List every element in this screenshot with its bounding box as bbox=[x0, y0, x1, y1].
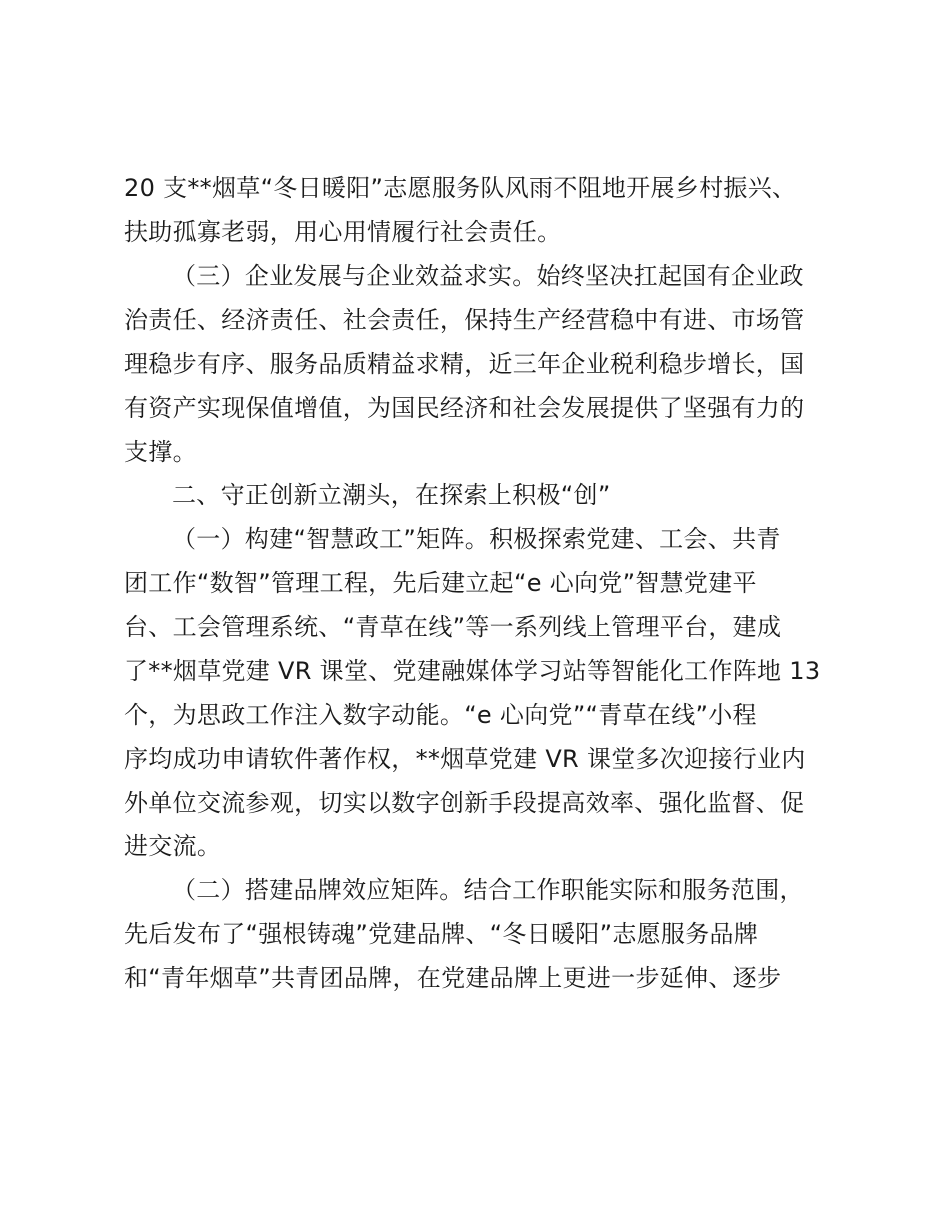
text-line: 团工作“数智”管理工程，先后建立起“e 心向党”智慧党建平 bbox=[124, 569, 757, 597]
text-line: 和“青年烟草”共青团品牌，在党建品牌上更进一步延伸、逐步 bbox=[124, 964, 782, 992]
text-line: 个，为思政工作注入数字动能。“e 心向党”“青草在线”小程 bbox=[124, 701, 757, 729]
text-line: 支撑。 bbox=[124, 438, 197, 466]
section-heading: 二、守正创新立潮头，在探索上积极“创” bbox=[172, 481, 611, 509]
paragraph-heading-2: （二）搭建品牌效应矩阵。结合工作职能实际和服务范围， bbox=[172, 876, 804, 904]
paragraph-heading-1: （一）构建“智慧政工”矩阵。积极探索党建、工会、共青 bbox=[172, 525, 781, 553]
text-line: 外单位交流参观，切实以数字创新手段提高效率、强化监督、促 bbox=[124, 789, 805, 817]
text-line: 进交流。 bbox=[124, 832, 222, 860]
text-line: 了**烟草党建 VR 课堂、党建融媒体学习站等智能化工作阵地 13 bbox=[124, 657, 821, 685]
text-line: 台、工会管理系统、“青草在线”等一系列线上管理平台，建成 bbox=[124, 613, 782, 641]
text-line: 有资产实现保值增值，为国民经济和社会发展提供了坚强有力的 bbox=[124, 394, 805, 422]
text-line: 扶助孤寡老弱，用心用情履行社会责任。 bbox=[124, 218, 562, 246]
paragraph-heading-3: （三）企业发展与企业效益求实。始终坚决扛起国有企业政 bbox=[172, 262, 804, 290]
text-line: 治责任、经济责任、社会责任，保持生产经营稳中有进、市场管 bbox=[124, 306, 805, 334]
text-line: 理稳步有序、服务品质精益求精，近三年企业税利稳步增长，国 bbox=[124, 350, 805, 378]
text-line: 20 支**烟草“冬日暖阳”志愿服务队风雨不阻地开展乡村振兴、 bbox=[124, 174, 797, 202]
text-line: 序均成功申请软件著作权，**烟草党建 VR 课堂多次迎接行业内 bbox=[124, 745, 806, 773]
text-line: 先后发布了“强根铸魂”党建品牌、“冬日暖阳”志愿服务品牌 bbox=[124, 920, 759, 948]
